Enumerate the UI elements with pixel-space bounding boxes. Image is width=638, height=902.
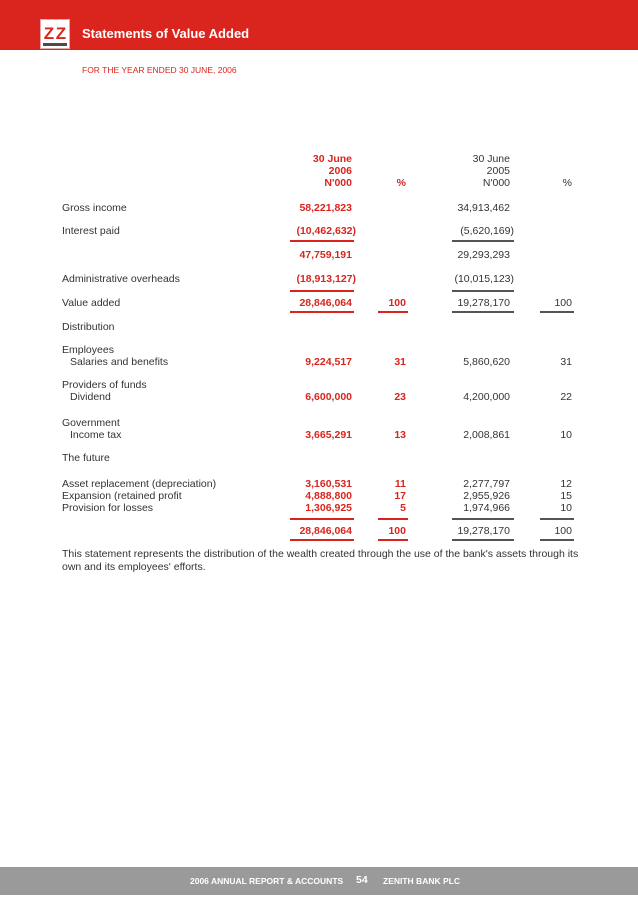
income-tax-pct-2005: 10 bbox=[560, 429, 572, 441]
rule-2006 bbox=[290, 311, 354, 313]
rule-2006 bbox=[290, 290, 354, 292]
total-2006: 28,846,064 bbox=[299, 525, 352, 537]
footer-company: ZENITH BANK PLC bbox=[383, 876, 460, 886]
row-label-provision: Provision for losses bbox=[62, 502, 154, 514]
rule-total-pct-2005 bbox=[540, 539, 574, 541]
footnote: This statement represents the distribution of the wealth created through the use of the bank's assets through its own and its employees' efforts. bbox=[62, 548, 579, 573]
col-header-pct-2005: % bbox=[562, 177, 572, 189]
asset-replacement-2006: 3,160,531 bbox=[305, 478, 352, 490]
interest-paid-2005: (5,620,169) bbox=[460, 225, 514, 237]
rule-2005 bbox=[452, 518, 514, 520]
value-added-pct-2005: 100 bbox=[554, 297, 572, 309]
rule-total-2005 bbox=[452, 539, 514, 541]
row-label-asset-replacement: Asset replacement (depreciation) bbox=[62, 478, 217, 490]
provision-pct-2005: 10 bbox=[560, 502, 572, 514]
subtotal-2006: 47,759,191 bbox=[299, 249, 352, 261]
row-label-admin-overheads: Administrative overheads bbox=[62, 273, 180, 285]
expansion-pct-2005: 15 bbox=[560, 490, 572, 502]
total-2005: 19,278,170 bbox=[457, 525, 510, 537]
row-label-income-tax: Income tax bbox=[70, 429, 122, 441]
dividend-pct-2005: 22 bbox=[560, 391, 572, 403]
zenith-logo bbox=[40, 19, 70, 49]
provision-pct-2006: 5 bbox=[400, 502, 406, 514]
row-label-interest-paid: Interest paid bbox=[62, 225, 120, 237]
col-header-pct-2006: % bbox=[396, 177, 406, 189]
income-tax-2005: 2,008,861 bbox=[463, 429, 510, 441]
rule-2005 bbox=[452, 290, 514, 292]
footer-bar bbox=[0, 867, 638, 895]
header-bar bbox=[0, 0, 638, 50]
footer-report-title: 2006 ANNUAL REPORT & ACCOUNTS bbox=[190, 876, 344, 886]
salaries-2005: 5,860,620 bbox=[463, 356, 510, 368]
rule-total-pct-2006 bbox=[378, 539, 408, 541]
page-number: 54 bbox=[356, 874, 368, 886]
rule-2005 bbox=[452, 240, 514, 242]
provision-2005: 1,974,966 bbox=[463, 502, 510, 514]
salaries-pct-2005: 31 bbox=[560, 356, 572, 368]
col-header-2005-unit: N'000 bbox=[482, 177, 510, 189]
col-header-2005-year: 2005 bbox=[486, 165, 510, 177]
section-government: Government bbox=[62, 417, 120, 429]
col-header-2006-year: 2006 bbox=[328, 165, 352, 177]
provision-2006: 1,306,925 bbox=[305, 502, 352, 514]
value-added-pct-2006: 100 bbox=[388, 297, 406, 309]
asset-replacement-pct-2005: 12 bbox=[560, 478, 572, 490]
rule-pct-2006 bbox=[378, 311, 408, 313]
row-label-gross-income: Gross income bbox=[62, 202, 127, 214]
expansion-2005: 2,955,926 bbox=[463, 490, 510, 502]
col-header-2006-unit: N'000 bbox=[324, 177, 352, 189]
logo-letter: Z bbox=[43, 24, 55, 43]
interest-paid-2006: (10,462,632) bbox=[296, 225, 356, 237]
rule-2006 bbox=[290, 240, 354, 242]
dividend-2006: 6,600,000 bbox=[305, 391, 352, 403]
col-header-2005-date: 30 June bbox=[472, 153, 510, 165]
row-label-value-added: Value added bbox=[62, 297, 121, 309]
rule-pct-2005 bbox=[540, 518, 574, 520]
section-future: The future bbox=[62, 452, 110, 464]
gross-income-2005: 34,913,462 bbox=[457, 202, 510, 214]
rule-total-2006 bbox=[290, 539, 354, 541]
admin-overheads-2005: (10,015,123) bbox=[454, 273, 514, 285]
row-label-expansion: Expansion (retained profit bbox=[62, 490, 182, 502]
total-pct-2006: 100 bbox=[388, 525, 406, 537]
rule-pct-2006 bbox=[378, 518, 408, 520]
admin-overheads-2006: (18,913,127) bbox=[296, 273, 356, 285]
value-added-2006: 28,846,064 bbox=[299, 297, 352, 309]
section-employees: Employees bbox=[62, 344, 114, 356]
col-header-2006-date: 30 June bbox=[312, 153, 352, 165]
logo-bar bbox=[43, 43, 67, 46]
dividend-2005: 4,200,000 bbox=[463, 391, 510, 403]
rule-pct-2005 bbox=[540, 311, 574, 313]
row-label-salaries: Salaries and benefits bbox=[70, 356, 169, 368]
rule-2005 bbox=[452, 311, 514, 313]
expansion-pct-2006: 17 bbox=[394, 490, 406, 502]
row-label-dividend: Dividend bbox=[70, 391, 111, 403]
value-added-2005: 19,278,170 bbox=[457, 297, 510, 309]
salaries-pct-2006: 31 bbox=[394, 356, 406, 368]
logo-letter: Z bbox=[55, 24, 67, 43]
income-tax-2006: 3,665,291 bbox=[305, 429, 352, 441]
section-distribution: Distribution bbox=[62, 321, 115, 333]
page-title: Statements of Value Added bbox=[82, 26, 250, 41]
page-subtitle: FOR THE YEAR ENDED 30 JUNE, 2006 bbox=[82, 65, 237, 75]
rule-2006 bbox=[290, 518, 354, 520]
gross-income-2006: 58,221,823 bbox=[299, 202, 352, 214]
subtotal-2005: 29,293,293 bbox=[457, 249, 510, 261]
income-tax-pct-2006: 13 bbox=[394, 429, 406, 441]
asset-replacement-2005: 2,277,797 bbox=[463, 478, 510, 490]
expansion-2006: 4,888,800 bbox=[305, 490, 352, 502]
dividend-pct-2006: 23 bbox=[394, 391, 406, 403]
section-providers: Providers of funds bbox=[62, 379, 147, 391]
total-pct-2005: 100 bbox=[554, 525, 572, 537]
asset-replacement-pct-2006: 11 bbox=[394, 478, 406, 490]
salaries-2006: 9,224,517 bbox=[305, 356, 352, 368]
